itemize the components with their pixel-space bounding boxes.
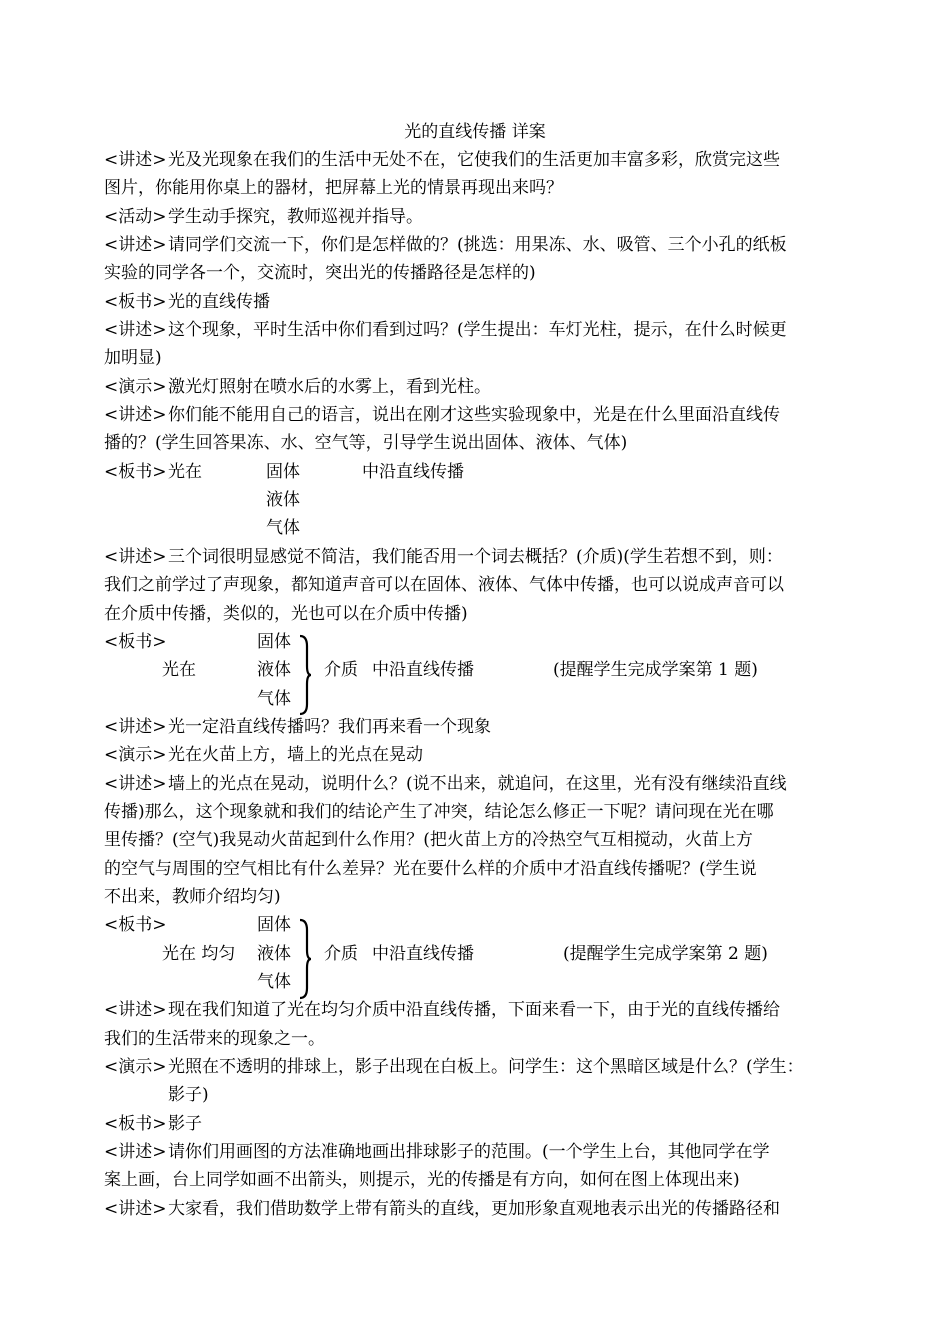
state-gas: 气体: [257, 972, 291, 992]
paragraph-line: [104, 802, 856, 822]
board-line: [104, 462, 856, 482]
board-medium: 介质: [324, 944, 358, 964]
paragraph-line: [104, 774, 856, 794]
paragraph-line: [104, 235, 856, 255]
paragraph-line: [104, 887, 856, 907]
paragraph-line: [104, 575, 856, 595]
paragraph-line: [104, 292, 856, 312]
board-note: (提醒学生完成学案第 2 题): [563, 944, 768, 964]
paragraph-line: [104, 1199, 856, 1219]
line-text: 光一定沿直线传播吗？我们再来看一个现象: [168, 717, 491, 737]
line-text: 影子): [168, 1085, 209, 1105]
line-tag: <板书>: [104, 915, 167, 935]
board-prefix: 光在: [168, 462, 202, 482]
line-tag: <讲述>: [104, 1199, 167, 1219]
paragraph-line: [104, 263, 856, 283]
line-text: 墙上的光点在晃动，说明什么？(说不出来，就追问，在这里，光有没有继续沿直线: [168, 774, 787, 794]
state-liquid: 液体: [257, 660, 291, 680]
board-suffix: 中沿直线传播: [372, 944, 474, 964]
paragraph-line: [104, 207, 856, 227]
line-text: 案上画，台上同学如画不出箭头，则提示，光的传播是有方向，如何在图上体现出来): [104, 1170, 740, 1190]
line-text: 影子: [168, 1114, 202, 1134]
line-text: 你们能不能用自己的语言，说出在刚才这些实验现象中，光是在什么里面沿直线传: [168, 405, 780, 425]
paragraph-line: [104, 405, 856, 425]
line-text: 里传播？(空气)我晃动火苗起到什么作用？(把火苗上方的冷热空气互相搅动，火苗上方: [104, 830, 753, 850]
paragraph-line: [104, 547, 856, 567]
line-tag: <活动>: [104, 207, 167, 227]
board-line: [104, 632, 856, 652]
paragraph-line: [104, 1170, 856, 1190]
line-text: 我们的生活带来的现象之一。: [104, 1029, 325, 1049]
line-text: 光及光现象在我们的生活中无处不在，它使我们的生活更加丰富多彩，欣赏完这些: [168, 150, 780, 170]
line-tag: <讲述>: [104, 320, 167, 340]
line-text: 图片，你能用你桌上的器材，把屏幕上光的情景再现出来吗？: [104, 178, 563, 198]
line-text: 光的直线传播: [168, 292, 270, 312]
line-tag: <讲述>: [104, 717, 167, 737]
board-note: (提醒学生完成学案第 1 题): [553, 660, 758, 680]
board-suffix: 中沿直线传播: [362, 462, 464, 482]
state-solid: 固体: [257, 632, 291, 652]
line-tag: <板书>: [104, 632, 167, 652]
line-text: 光在火苗上方，墙上的光点在晃动: [168, 745, 423, 765]
line-text: 实验的同学各一个，交流时，突出光的传播路径是怎样的): [104, 263, 536, 283]
state-liquid: 液体: [257, 944, 291, 964]
line-tag: <板书>: [104, 1114, 167, 1134]
paragraph-line: [104, 859, 856, 879]
curly-brace-icon: [298, 918, 312, 1000]
line-text: 这个现象，平时生活中你们看到过吗？(学生提出：车灯光柱，提示，在什么时候更: [168, 320, 787, 340]
board-medium: 介质: [324, 660, 358, 680]
paragraph-line: [104, 348, 856, 368]
line-tag: <讲述>: [104, 1000, 167, 1020]
line-text: 的空气与周围的空气相比有什么差异？光在要什么样的介质中才沿直线传播呢？(学生说: [104, 859, 757, 879]
paragraph-line: [104, 1142, 856, 1162]
line-text: 不出来，教师介绍均匀): [104, 887, 281, 907]
line-tag: <讲述>: [104, 547, 167, 567]
paragraph-line: [104, 717, 856, 737]
line-text: 播的？(学生回答果冻、水、空气等，引导学生说出固体、液体、气体): [104, 433, 628, 453]
curly-brace-icon: [298, 634, 312, 716]
board-suffix: 中沿直线传播: [372, 660, 474, 680]
line-tag: <演示>: [104, 745, 167, 765]
board-prefix: 光在: [162, 660, 196, 680]
line-tag: <讲述>: [104, 150, 167, 170]
paragraph-line: [168, 1085, 209, 1105]
paragraph-line: [104, 604, 856, 624]
paragraph-line: [104, 377, 856, 397]
line-text: 光照在不透明的排球上，影子出现在白板上。问学生：这个黑暗区域是什么？(学生：: [168, 1057, 804, 1077]
board-prefix: 光在 均匀: [162, 944, 236, 964]
paragraph-line: [104, 320, 856, 340]
paragraph-line: [104, 178, 856, 198]
line-text: 学生动手探究，教师巡视并指导。: [168, 207, 423, 227]
line-tag: <板书>: [104, 462, 167, 482]
paragraph-line: [104, 150, 856, 170]
line-text: 传播)那么，这个现象就和我们的结论产生了冲突，结论怎么修正一下呢？请问现在光在哪: [104, 802, 774, 822]
line-tag: <演示>: [104, 377, 167, 397]
line-tag: <讲述>: [104, 235, 167, 255]
state-liquid: 液体: [266, 490, 300, 510]
line-tag: <讲述>: [104, 774, 167, 794]
line-tag: <讲述>: [104, 405, 167, 425]
line-text: 在介质中传播，类似的，光也可以在介质中传播): [104, 604, 468, 624]
paragraph-line: [104, 1114, 856, 1134]
line-tag: <演示>: [104, 1057, 167, 1077]
paragraph-line: [104, 1000, 856, 1020]
state-gas: 气体: [266, 518, 300, 538]
paragraph-line: [104, 1057, 856, 1077]
line-text: 我们之前学过了声现象，都知道声音可以在固体、液体、气体中传播，也可以说成声音可以: [104, 575, 784, 595]
line-text: 大家看，我们借助数学上带有箭头的直线，更加形象直观地表示出光的传播路径和: [168, 1199, 780, 1219]
line-text: 现在我们知道了光在均匀介质中沿直线传播，下面来看一下，由于光的直线传播给: [168, 1000, 780, 1020]
line-tag: <讲述>: [104, 1142, 167, 1162]
state-gas: 气体: [257, 689, 291, 709]
paragraph-line: [104, 433, 856, 453]
line-tag: <板书>: [104, 292, 167, 312]
state-solid: 固体: [266, 462, 300, 482]
paragraph-line: [104, 830, 856, 850]
state-solid: 固体: [257, 915, 291, 935]
line-text: 三个词很明显感觉不简洁，我们能否用一个词去概括？(介质)(学生若想不到，则：: [168, 547, 783, 567]
line-text: 请你们用画图的方法准确地画出排球影子的范围。(一个学生上台，其他同学在学: [168, 1142, 770, 1162]
line-text: 加明显): [104, 348, 162, 368]
line-text: 请同学们交流一下，你们是怎样做的？(挑选：用果冻、水、吸管、三个小孔的纸板: [168, 235, 787, 255]
paragraph-line: [104, 745, 856, 765]
paragraph-line: [104, 1029, 856, 1049]
board-line: [104, 915, 856, 935]
line-text: 激光灯照射在喷水后的水雾上，看到光柱。: [168, 377, 491, 397]
page-title: 光的直线传播 详案: [404, 122, 546, 142]
